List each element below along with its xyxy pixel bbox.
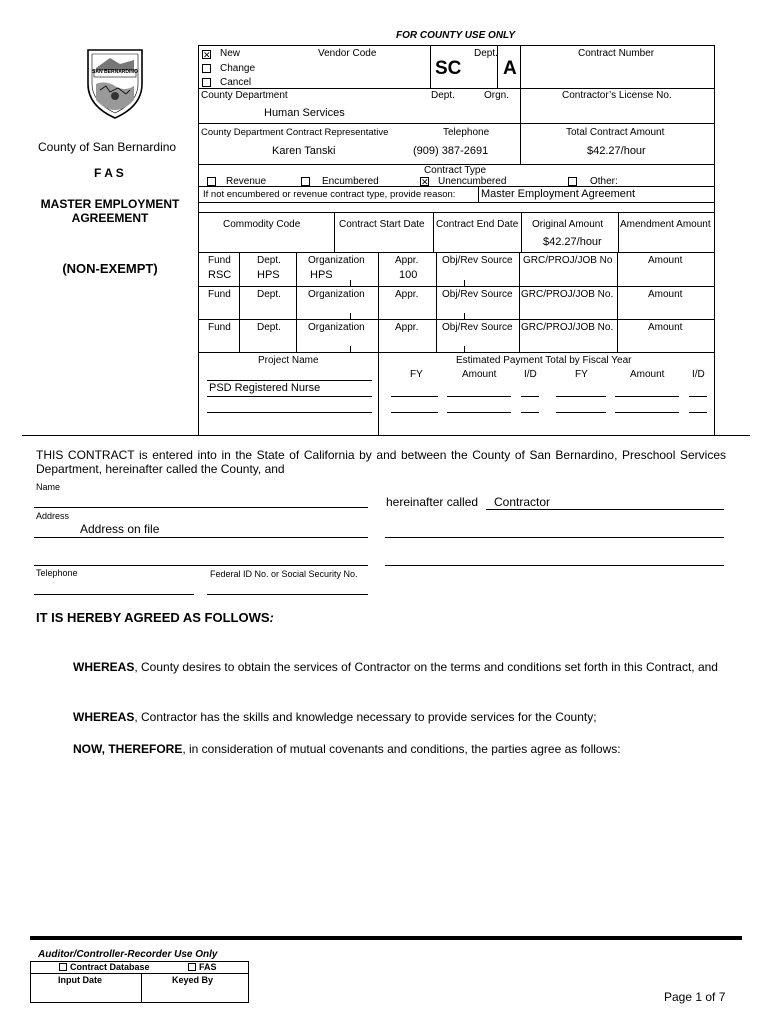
agreement-title-1: MASTER EMPLOYMENT bbox=[40, 197, 180, 211]
grc-label-2: GRC/PROJ/JOB No. bbox=[521, 289, 614, 300]
whereas-1-bold: WHEREAS bbox=[73, 660, 135, 674]
cancel-checkbox[interactable] bbox=[202, 78, 211, 87]
dept-label-1: Dept. bbox=[257, 255, 281, 266]
telephone-label: Telephone bbox=[443, 127, 490, 138]
start-date-label: Contract Start Date bbox=[339, 219, 425, 230]
contract-db-checkbox[interactable] bbox=[59, 963, 67, 971]
reason-label: If not encumbered or revenue contract type, provide reason: bbox=[203, 189, 456, 200]
amount-label-est-1: Amount bbox=[462, 369, 497, 380]
now-therefore-paragraph bbox=[73, 741, 713, 758]
change-label: Change bbox=[220, 63, 256, 74]
appr-label-3: Appr. bbox=[395, 322, 419, 333]
auditor-heading: Auditor/Controller-Recorder Use Only bbox=[38, 949, 218, 960]
dept-label: Dept. bbox=[474, 48, 498, 59]
agreed-text: IT IS HEREBY AGREED AS FOLLOWS bbox=[36, 610, 270, 625]
whereas-paragraph-1 bbox=[73, 659, 721, 676]
amendment-amount-label: Amendment Amount bbox=[620, 219, 711, 230]
cancel-label: Cancel bbox=[220, 77, 252, 88]
name-label: Name bbox=[36, 482, 61, 492]
contract-type-label: Contract Type bbox=[423, 165, 487, 176]
organization-label-1: Organization bbox=[308, 255, 365, 266]
reason-value: Master Employment Agreement bbox=[481, 188, 636, 200]
address-label: Address bbox=[36, 511, 70, 521]
intro-paragraph: THIS CONTRACT is entered into in the State of California by and between the County of San Bernardino, Preschool Services Department, hereinafter called the County, and bbox=[36, 448, 726, 476]
county-seal bbox=[80, 44, 150, 120]
agreed-heading bbox=[36, 610, 274, 625]
fund-label-1: Fund bbox=[208, 255, 231, 266]
non-exempt-label: (NON-EXEMPT) bbox=[62, 261, 158, 276]
fas-checkbox[interactable] bbox=[188, 963, 196, 971]
now-therefore-text: , in consideration of mutual covenants and conditions, the parties agree as follows: bbox=[182, 742, 621, 756]
encumbered-checkbox[interactable] bbox=[301, 177, 310, 186]
sc-code: SC bbox=[435, 58, 462, 79]
id-label-2: I/D bbox=[692, 369, 705, 380]
amount-label-2: Amount bbox=[648, 289, 683, 300]
encumbered-label: Encumbered bbox=[322, 176, 379, 187]
id-label-1: I/D bbox=[524, 369, 537, 380]
end-date-label: Contract End Date bbox=[436, 219, 519, 230]
objrev-label-3: Obj/Rev Source bbox=[442, 322, 513, 333]
telephone-body-label: Telephone bbox=[36, 568, 78, 578]
new-label: New bbox=[220, 48, 241, 59]
human-services-value: Human Services bbox=[264, 107, 345, 119]
fy-label-1: FY bbox=[410, 369, 423, 380]
grc-label-3: GRC/PROJ/JOB No. bbox=[521, 322, 614, 333]
fy-label-2: FY bbox=[575, 369, 588, 380]
grc-label-1: GRC/PROJ/JOB No bbox=[523, 255, 613, 266]
keyed-by-label: Keyed By bbox=[172, 975, 214, 985]
contract-number-label: Contract Number bbox=[578, 48, 655, 59]
amount-label-est-2: Amount bbox=[630, 369, 665, 380]
dept-value: HPS bbox=[257, 269, 280, 281]
revenue-checkbox[interactable] bbox=[207, 177, 216, 186]
organization-label-3: Organization bbox=[308, 322, 365, 333]
footer-rule bbox=[30, 936, 742, 940]
other-label: Other: bbox=[590, 176, 618, 187]
a-code: A bbox=[503, 58, 517, 79]
whereas-2-text: , Contractor has the skills and knowledge necessary to provide services for the County; bbox=[134, 710, 597, 724]
total-amount-label: Total Contract Amount bbox=[566, 127, 665, 138]
objrev-label-1: Obj/Rev Source bbox=[442, 255, 513, 266]
commodity-code-label: Commodity Code bbox=[223, 219, 301, 230]
agreed-colon: : bbox=[269, 610, 274, 625]
hereinafter-label: hereinafter called bbox=[386, 495, 479, 509]
fedid-label: Federal ID No. or Social Security No. bbox=[210, 569, 358, 579]
address-value: Address on file bbox=[80, 522, 160, 536]
agreement-title-2: AGREEMENT bbox=[71, 211, 149, 225]
whereas-2-bold: WHEREAS bbox=[73, 710, 135, 724]
whereas-1-text: , County desires to obtain the services of Contractor on the terms and conditions set forth in this Contract, and bbox=[134, 660, 718, 674]
dept-label-3: Dept. bbox=[257, 322, 281, 333]
rep-label: County Department Contract Representative bbox=[201, 127, 389, 138]
orgn-label: Orgn. bbox=[484, 90, 510, 101]
total-amount-value: $42.27/hour bbox=[587, 145, 646, 157]
contractor-value: Contractor bbox=[494, 495, 551, 509]
county-name: County of San Bernardino bbox=[38, 140, 177, 154]
appr-value: 100 bbox=[399, 269, 418, 281]
rep-name-value: Karen Tanski bbox=[272, 145, 336, 157]
fund-value: RSC bbox=[208, 269, 232, 281]
contract-db-label: Contract Database bbox=[70, 962, 150, 972]
page-number: Page 1 of 7 bbox=[664, 990, 726, 1004]
organization-label-2: Organization bbox=[308, 289, 365, 300]
other-checkbox[interactable] bbox=[568, 177, 577, 186]
change-checkbox[interactable] bbox=[202, 64, 211, 73]
original-amount-value: $42.27/hour bbox=[543, 236, 602, 248]
objrev-label-2: Obj/Rev Source bbox=[442, 289, 513, 300]
license-label: Contractor’s License No. bbox=[562, 90, 672, 101]
project-name-value: PSD Registered Nurse bbox=[209, 382, 321, 394]
whereas-paragraph-2 bbox=[73, 709, 721, 726]
dept-label-2: Dept. bbox=[257, 289, 281, 300]
county-use-heading: FOR COUNTY USE ONLY bbox=[396, 30, 516, 41]
original-amount-label: Original Amount bbox=[532, 219, 604, 230]
county-department-label: County Department bbox=[201, 90, 288, 101]
org-value: HPS bbox=[310, 269, 333, 281]
unencumbered-checkbox[interactable]: ✕ bbox=[421, 177, 429, 187]
appr-label-2: Appr. bbox=[395, 289, 419, 300]
fund-label-3: Fund bbox=[208, 322, 231, 333]
amount-label-1: Amount bbox=[648, 255, 683, 266]
fund-label-2: Fund bbox=[208, 289, 231, 300]
revenue-label: Revenue bbox=[226, 176, 267, 187]
telephone-value: (909) 387-2691 bbox=[413, 145, 489, 157]
vendor-code-label: Vendor Code bbox=[318, 48, 377, 59]
seal-lettering: SAN BERNARDINO bbox=[92, 69, 138, 75]
amount-label-3: Amount bbox=[648, 322, 683, 333]
dept2-label: Dept. bbox=[431, 90, 455, 101]
appr-label-1: Appr. bbox=[395, 255, 419, 266]
now-therefore-bold: NOW, THEREFORE bbox=[73, 742, 183, 756]
fas-footer-label: FAS bbox=[199, 962, 217, 972]
unencumbered-label: Unencumbered bbox=[438, 176, 507, 187]
fas-label: F A S bbox=[94, 166, 124, 180]
project-name-label: Project Name bbox=[258, 355, 319, 366]
est-payment-label: Estimated Payment Total by Fiscal Year bbox=[456, 355, 632, 366]
input-date-label: Input Date bbox=[58, 975, 102, 985]
new-checkbox[interactable]: ✕ bbox=[203, 50, 211, 60]
